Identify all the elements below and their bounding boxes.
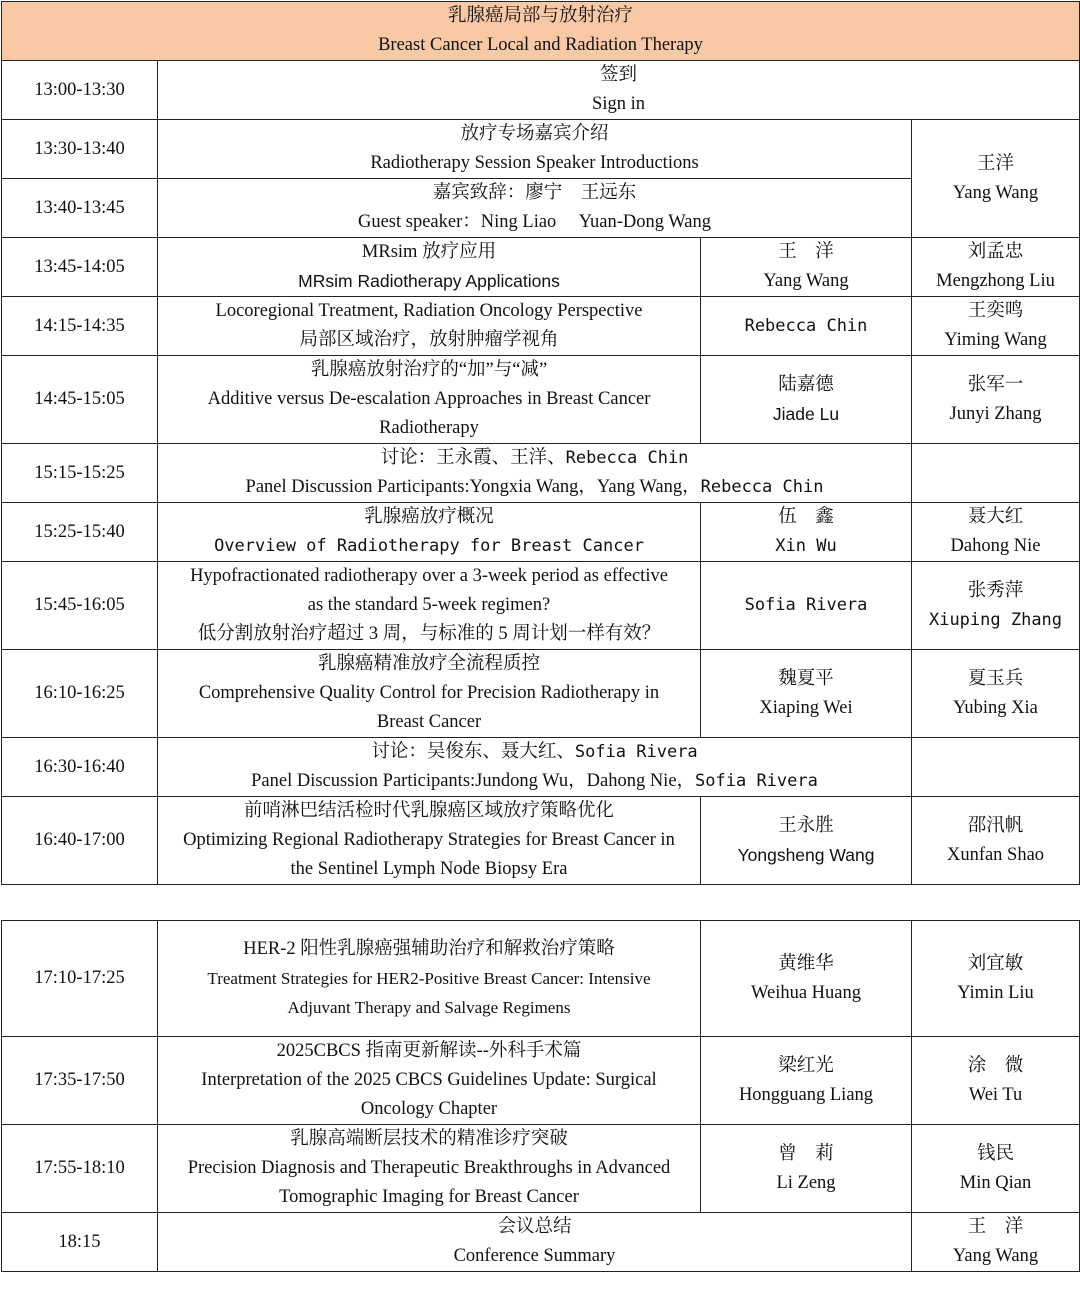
table-row <box>2 1037 1080 1125</box>
speaker-en: Xiaping Wei <box>759 697 853 718</box>
moderator-en: Yimin Liu <box>957 982 1034 1003</box>
time-slot: 18:15 <box>2 1213 158 1272</box>
speaker-en: Yang Wang <box>763 271 849 291</box>
time-slot: 17:35-17:50 <box>2 1037 158 1125</box>
title-en-line2: Radiotherapy <box>379 418 479 438</box>
session-title <box>158 179 912 238</box>
title-en-line1: Comprehensive Quality Control for Precision Radiotherapy in <box>198 683 660 703</box>
title-en-line1: Additive versus De-escalation Approaches in Breast Cancer <box>207 389 651 409</box>
moderator-zh: 刘孟忠 <box>967 242 1024 262</box>
session-title <box>158 738 912 797</box>
speaker-cell <box>701 1037 912 1125</box>
session-title <box>158 1125 701 1213</box>
session-title <box>158 921 701 1037</box>
title-en-line1: Optimizing Regional Radiotherapy Strategies for Breast Cancer in <box>183 830 675 850</box>
title-en-line1: Interpretation of the 2025 CBCS Guidelines Update: Surgical <box>201 1070 657 1090</box>
moderator-en: Wei Tu <box>968 1084 1023 1105</box>
title-en-name: Sofia Rivera <box>695 771 818 791</box>
table-row <box>2 120 1080 179</box>
moderator-cell <box>912 650 1080 738</box>
time-slot: 13:45-14:05 <box>2 238 158 297</box>
speaker-cell <box>701 503 912 562</box>
table-row <box>2 1125 1080 1213</box>
session-title <box>158 562 701 650</box>
title-zh-name: Sofia Rivera <box>574 742 698 762</box>
session-title <box>158 503 701 562</box>
moderator-en: Yang Wang <box>952 182 1039 203</box>
speaker-en: Xin Wu <box>775 536 837 556</box>
title-zh: 2025CBCS 指南更新解读--外科手术篇 <box>276 1041 582 1061</box>
speaker-cell <box>701 650 912 738</box>
speaker-zh: 陆嘉德 <box>778 374 834 395</box>
speaker-zh: 梁红光 <box>778 1055 834 1076</box>
session-title <box>158 238 701 297</box>
title-zh: 乳腺高端断层技术的精准诊疗突破 <box>290 1129 568 1149</box>
speaker-cell <box>701 297 912 356</box>
speaker-en: Jiade Lu <box>772 403 840 424</box>
table-row <box>2 1213 1080 1272</box>
moderator-cell <box>912 797 1080 885</box>
moderator-cell <box>912 503 1080 562</box>
time-slot: 16:30-16:40 <box>2 738 158 797</box>
moderator-en: Yubing Xia <box>953 697 1038 718</box>
title-en <box>162 767 907 796</box>
moderator-cell <box>912 120 1080 238</box>
title-en: Conference Summary <box>453 1246 616 1266</box>
session-title <box>158 650 701 738</box>
moderator-cell <box>912 444 1080 503</box>
title-en-name: Rebecca Chin <box>700 477 824 497</box>
title-en: Guest speaker：Ning Liao Yuan-Dong Wang <box>357 212 712 232</box>
moderator-en: Mengzhong Liu <box>936 271 1055 291</box>
speaker-en: Sofia Rivera <box>744 595 868 615</box>
moderator-cell <box>912 1213 1080 1272</box>
speaker-en: Weihua Huang <box>751 982 861 1003</box>
session-title <box>158 297 701 356</box>
speaker-en: Li Zeng <box>776 1172 836 1193</box>
speaker-cell <box>701 238 912 297</box>
title-en-line2: Adjuvant Therapy and Salvage Regimens <box>287 998 571 1017</box>
session-title <box>158 1037 701 1125</box>
title-zh <box>162 738 907 767</box>
table-row <box>2 444 1080 503</box>
title-en: Overview of Radiotherapy for Breast Cancer <box>214 536 644 556</box>
header-title-zh: 乳腺癌局部与放射治疗 <box>448 6 634 26</box>
time-slot: 15:45-16:05 <box>2 562 158 650</box>
moderator-en: Dahong Nie <box>950 536 1041 556</box>
title-zh: 嘉宾致辞：廖宁 王远东 <box>432 183 637 203</box>
title-en-line2: Oncology Chapter <box>360 1099 498 1119</box>
speaker-en: Yongsheng Wang <box>737 844 875 865</box>
time-slot: 16:40-17:00 <box>2 797 158 885</box>
table-row <box>2 921 1080 1037</box>
moderator-en: Yiming Wang <box>944 330 1047 350</box>
session-title <box>158 1213 912 1272</box>
table-row <box>2 297 1080 356</box>
speaker-zh: 曾 莉 <box>778 1143 834 1164</box>
title-zh: 局部区域治疗，放射肿瘤学视角 <box>299 330 559 350</box>
time-slot: 17:55-18:10 <box>2 1125 158 1213</box>
title-zh: MRsim 放疗应用 <box>361 242 497 262</box>
title-en-line2: Tomographic Imaging for Breast Cancer <box>279 1187 579 1207</box>
title-zh-part: 讨论：吴俊东、聂大红、 <box>371 742 575 762</box>
session-title <box>158 797 701 885</box>
title-en-part: Panel Discussion Participants:Yongxia Wang，Yang Wang， <box>245 477 701 497</box>
table-row <box>2 738 1080 797</box>
time-slot: 16:10-16:25 <box>2 650 158 738</box>
moderator-zh: 刘宜敏 <box>967 953 1024 974</box>
moderator-en: Xunfan Shao <box>946 844 1045 865</box>
table-row <box>2 356 1080 444</box>
speaker-zh: 王永胜 <box>778 815 834 836</box>
time-slot: 13:30-13:40 <box>2 120 158 179</box>
moderator-zh: 王 洋 <box>967 1217 1024 1237</box>
title-zh: 签到 <box>600 65 638 85</box>
moderator-cell <box>912 921 1080 1037</box>
moderator-en: Min Qian <box>959 1172 1032 1193</box>
moderator-cell <box>912 738 1080 797</box>
header-row <box>2 2 1080 61</box>
time-slot: 13:00-13:30 <box>2 61 158 120</box>
title-en-line1: Treatment Strategies for HER2-Positive Breast Cancer: Intensive <box>207 969 651 988</box>
title-zh: 前哨淋巴结活检时代乳腺癌区域放疗策略优化 <box>243 801 614 821</box>
title-en: Locoregional Treatment, Radiation Oncology Perspective <box>215 301 643 321</box>
title-zh <box>162 444 907 473</box>
moderator-cell <box>912 1037 1080 1125</box>
title-zh: 乳腺癌放疗概况 <box>364 507 494 527</box>
moderator-cell <box>912 1125 1080 1213</box>
speaker-zh: 黄维华 <box>778 953 834 974</box>
moderator-zh: 张秀萍 <box>967 580 1024 601</box>
schedule-table-1 <box>1 1 1080 885</box>
moderator-cell <box>912 297 1080 356</box>
speaker-cell <box>701 797 912 885</box>
title-en-line2: Breast Cancer <box>376 712 482 732</box>
title-en: MRsim Radiotherapy Applications <box>298 271 560 291</box>
table-row <box>2 562 1080 650</box>
moderator-zh: 王奕鸣 <box>967 301 1024 321</box>
moderator-zh: 王洋 <box>977 153 1015 174</box>
title-en: Radiotherapy Session Speaker Introductions <box>370 153 699 173</box>
table-row <box>2 503 1080 562</box>
title-zh: 低分割放射治疗超过 3 周，与标准的 5 周计划一样有效？ <box>197 624 661 644</box>
title-zh-name: Rebecca Chin <box>565 448 689 468</box>
speaker-cell <box>701 356 912 444</box>
title-en-line2: the Sentinel Lymph Node Biopsy Era <box>290 859 568 879</box>
moderator-zh: 邵汛帆 <box>967 815 1024 836</box>
moderator-zh: 张军一 <box>967 374 1024 395</box>
speaker-cell <box>701 921 912 1037</box>
moderator-en: Junyi Zhang <box>949 403 1042 424</box>
time-slot: 14:15-14:35 <box>2 297 158 356</box>
section-header <box>2 2 1080 61</box>
table-row <box>2 797 1080 885</box>
time-slot: 17:10-17:25 <box>2 921 158 1037</box>
moderator-cell <box>912 238 1080 297</box>
time-slot: 15:15-15:25 <box>2 444 158 503</box>
table-row <box>2 61 1080 120</box>
speaker-cell <box>701 1125 912 1213</box>
title-zh-part: 讨论：王永霞、王洋、 <box>380 448 566 468</box>
session-title <box>158 444 912 503</box>
title-en-line1: Precision Diagnosis and Therapeutic Breakthroughs in Advanced <box>187 1158 671 1178</box>
schedule-table-2 <box>1 920 1080 1272</box>
moderator-zh: 钱民 <box>976 1143 1014 1164</box>
title-en-line1: Hypofractionated radiotherapy over a 3-week period as effective <box>190 566 668 586</box>
title-en <box>162 473 907 502</box>
time-slot: 13:40-13:45 <box>2 179 158 238</box>
moderator-en: Yang Wang <box>952 1246 1039 1266</box>
time-slot: 14:45-15:05 <box>2 356 158 444</box>
speaker-zh: 王 洋 <box>778 242 834 262</box>
title-en-part: Panel Discussion Participants:Jundong Wu，Dahong Nie， <box>251 771 696 791</box>
header-title-en: Breast Cancer Local and Radiation Therapy <box>378 35 703 55</box>
moderator-zh: 聂大红 <box>967 507 1024 527</box>
speaker-cell <box>701 562 912 650</box>
speaker-en: Hongguang Liang <box>738 1084 874 1105</box>
title-zh: 会议总结 <box>497 1217 572 1237</box>
moderator-cell <box>912 356 1080 444</box>
session-title <box>158 356 701 444</box>
speaker-en: Rebecca Chin <box>744 315 868 336</box>
session-title <box>158 61 1080 120</box>
table-row <box>2 238 1080 297</box>
table-row <box>2 650 1080 738</box>
moderator-zh: 涂 微 <box>967 1055 1024 1076</box>
time-slot: 15:25-15:40 <box>2 503 158 562</box>
title-zh: HER-2 阳性乳腺癌强辅助治疗和解救治疗策略 <box>243 939 615 959</box>
moderator-cell <box>912 562 1080 650</box>
speaker-zh: 魏夏平 <box>778 668 834 689</box>
title-zh: 放疗专场嘉宾介绍 <box>460 124 609 144</box>
title-zh: 乳腺癌放射治疗的“加”与“减” <box>310 360 548 380</box>
title-en: Sign in <box>592 94 645 114</box>
session-title <box>158 120 912 179</box>
title-zh: 乳腺癌精准放疗全流程质控 <box>317 654 540 674</box>
speaker-zh: 伍 鑫 <box>778 507 834 527</box>
moderator-en: Xiuping Zhang <box>928 609 1063 630</box>
title-en-line2: as the standard 5-week regimen? <box>307 595 551 615</box>
moderator-zh: 夏玉兵 <box>967 668 1024 689</box>
